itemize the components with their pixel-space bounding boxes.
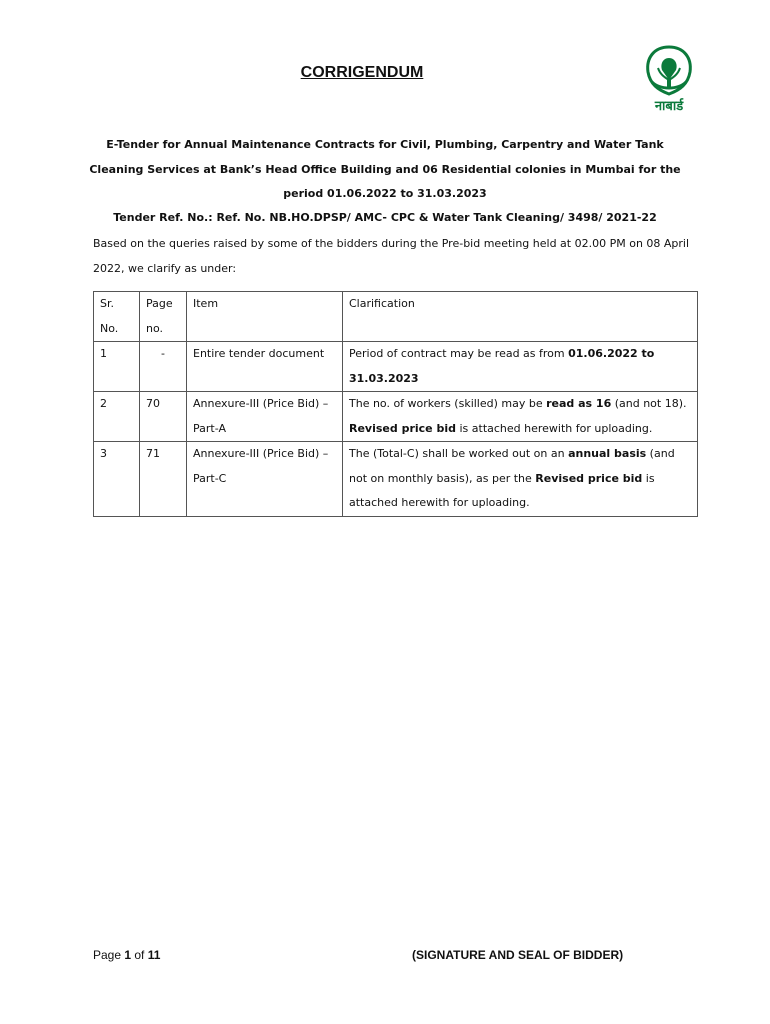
page-total: 11 <box>147 948 161 962</box>
page-number <box>93 948 160 962</box>
tender-reference: Tender Ref. No.: Ref. No. NB.HO.DPSP/ AMC- CPC & Water Tank Cleaning/ 3498/ 2021-22 <box>113 211 657 224</box>
cell-page: 70 <box>140 392 187 442</box>
clarification-text: The no. of workers (skilled) may be <box>349 397 547 410</box>
cell-item: Annexure-III (Price Bid) – Part-C <box>187 442 343 517</box>
heading-line-3: period 01.06.2022 to 31.03.2023 <box>283 187 487 200</box>
cell-sr: 2 <box>94 392 140 442</box>
clarification-bold: Revised price bid <box>535 471 643 485</box>
table-row <box>94 442 698 517</box>
cell-sr: 3 <box>94 442 140 517</box>
clarification-table <box>93 291 698 517</box>
cell-clarification <box>343 342 698 392</box>
table-header-row <box>94 292 698 342</box>
cell-clarification <box>343 392 698 442</box>
page-of: of <box>131 948 148 962</box>
heading-line-2: Cleaning Services at Bank’s Head Office Building and 06 Residential colonies in Mumbai for the <box>89 163 681 176</box>
clarification-bold: annual basis <box>568 447 647 460</box>
clarification-text: is attached herewith for uploading. <box>349 471 655 509</box>
clarification-text: The (Total-C) shall be worked out on an <box>349 447 569 460</box>
header-page: Page no. <box>140 292 187 342</box>
logo-emblem-icon <box>638 44 700 100</box>
page-label: Page <box>93 948 125 962</box>
intro-paragraph: Based on the queries raised by some of the bidders during the Pre-bid meeting held at 02.00 PM on 08 April 2022, we clarify as under: <box>93 237 690 275</box>
document-title: CORRIGENDUM <box>300 64 424 81</box>
header-item: Item <box>187 292 343 342</box>
heading-line-1: E-Tender for Annual Maintenance Contracts for Civil, Plumbing, Carpentry and Water Tank <box>106 138 664 151</box>
cell-page: - <box>140 342 187 392</box>
cell-page: 71 <box>140 442 187 517</box>
page-current: 1 <box>124 948 132 962</box>
logo-text: नाबार्ड <box>654 99 684 114</box>
cell-item: Entire tender document <box>187 342 343 392</box>
clarification-bold: read as 16 <box>546 397 612 410</box>
header-clarification: Clarification <box>343 292 698 342</box>
cell-item: Annexure-III (Price Bid) – Part-A <box>187 392 343 442</box>
table-row <box>94 392 698 442</box>
clarification-text: is attached herewith for uploading. <box>455 421 653 435</box>
cell-sr: 1 <box>94 342 140 392</box>
clarification-text: (and not 18). <box>611 397 687 410</box>
table-row <box>94 342 698 392</box>
clarification-bold: Revised price bid <box>349 421 456 435</box>
clarification-text: Period of contract may be read as from <box>349 347 569 360</box>
signature-label: (SIGNATURE AND SEAL OF BIDDER) <box>412 948 624 962</box>
clarification-bold: 01.06.2022 to 31.03.2023 <box>349 347 655 385</box>
clarification-text: (and not on monthly basis), as per the <box>349 447 675 485</box>
cell-clarification <box>343 442 698 517</box>
nabard-logo <box>638 44 700 118</box>
header-sr: Sr. No. <box>94 292 140 342</box>
